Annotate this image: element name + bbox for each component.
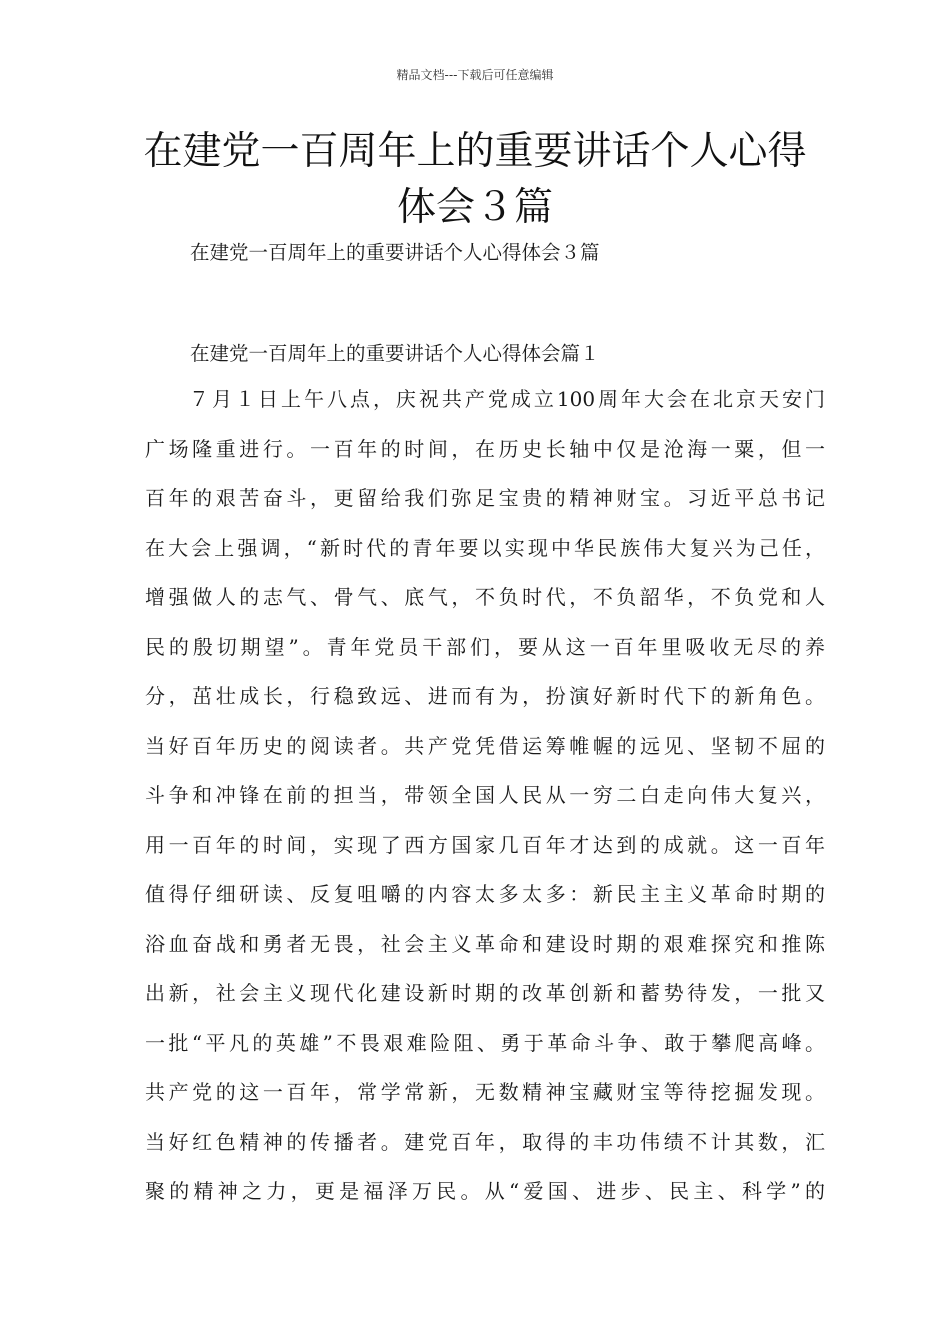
body-line: 民的殷切期望”。青年党员干部们，要从这一百年里吸收无尽的养 bbox=[145, 634, 825, 659]
body-line: 浴血奋战和勇者无畏，社会主义革命和建设时期的艰难探究和推陈 bbox=[145, 931, 825, 956]
body-line: 分，茁壮成长，行稳致远、进而有为，扮演好新时代下的新角色。 bbox=[145, 684, 825, 708]
body-line: 斗争和冲锋在前的担当，带领全国人民从一穷二白走向伟大复兴， bbox=[145, 783, 825, 807]
header-note: 精品文档---下载后可任意编辑 bbox=[396, 68, 554, 82]
body-line: 聚的精神之力，更是福泽万民。从“爱国、进步、民主、科学”的 bbox=[145, 1179, 825, 1203]
body-text bbox=[145, 384, 825, 1226]
body-line: 百年的艰苦奋斗，更留给我们弥足宝贵的精神财宝。习近平总书记 bbox=[145, 486, 825, 510]
body-line: 出新，社会主义现代化建设新时期的改革创新和蓄势待发，一批又 bbox=[145, 981, 825, 1005]
body-line: 广场隆重进行。一百年的时间，在历史长轴中仅是沧海一粟，但一 bbox=[145, 436, 825, 461]
body-line: 增强做人的志气、骨气、底气，不负时代，不负韶华，不负党和人 bbox=[145, 585, 825, 609]
body-line: 用一百年的时间，实现了西方国家几百年才达到的成就。这一百年 bbox=[145, 832, 825, 857]
body-line: 一批“平凡的英雄”不畏艰难险阻、勇于革命斗争、敢于攀爬高峰。 bbox=[145, 1030, 825, 1055]
body-line: 当好红色精神的传播者。建党百年，取得的丰功伟绩不计其数，汇 bbox=[145, 1129, 825, 1154]
body-line: 共产党的这一百年，常学常新，无数精神宝藏财宝等待挖掘发现。 bbox=[145, 1080, 825, 1104]
body-line: 当好百年历史的阅读者。共产党凭借运筹帷幄的远见、坚韧不屈的 bbox=[145, 733, 825, 758]
section-heading: 在建党一百周年上的重要讲话个人心得体会篇１ bbox=[190, 342, 600, 365]
document-subtitle: 在建党一百周年上的重要讲话个人心得体会３篇 bbox=[190, 241, 600, 264]
document-title bbox=[120, 124, 830, 236]
body-line: 在大会上强调，“新时代的青年要以实现中华民族伟大复兴为己任， bbox=[145, 535, 825, 560]
title-line-2: 体会３篇 bbox=[396, 185, 553, 230]
body-line: ７月１日上午八点，庆祝共产党成立100周年大会在北京天安门 bbox=[189, 387, 825, 411]
title-line-1: 在建党一百周年上的重要讲话个人心得 bbox=[143, 129, 807, 174]
body-line: 值得仔细研读、反复咀嚼的内容太多太多：新民主主义革命时期的 bbox=[145, 882, 825, 906]
